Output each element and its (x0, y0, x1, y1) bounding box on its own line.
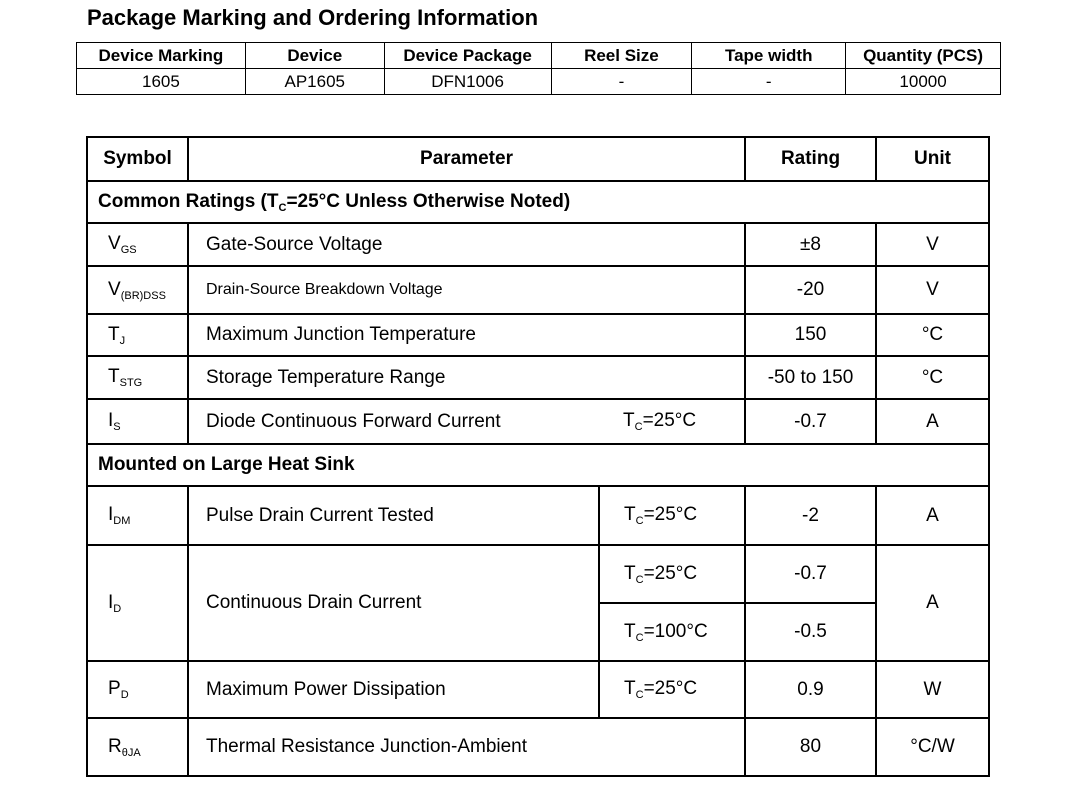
ordering-header-row (77, 43, 1001, 69)
section-prefix: Common Ratings (T (98, 190, 279, 212)
rating-cell: -0.7 (745, 399, 876, 444)
parameter-cell: Thermal Resistance Junction-Ambient (188, 718, 745, 776)
symbol-cell (87, 266, 188, 314)
symbol-main: I (108, 591, 114, 613)
condition-value: =25°C (643, 562, 698, 584)
table-row (87, 486, 989, 545)
rating-cell: -0.7 (745, 545, 876, 603)
symbol-main: I (108, 410, 114, 431)
symbol-sub: GS (120, 244, 137, 256)
symbol-sub: S (113, 421, 121, 433)
parameter-cell: Storage Temperature Range (188, 356, 745, 399)
header-rating: Rating (745, 137, 876, 181)
ratings-table (86, 136, 990, 777)
condition-sub: C (635, 573, 644, 586)
symbol-sub: D (120, 689, 129, 701)
symbol-cell (87, 314, 188, 356)
rating-cell: 0.9 (745, 661, 876, 718)
ordering-table (76, 42, 1001, 95)
ordering-title: Package Marking and Ordering Information (87, 5, 539, 30)
table-row (87, 545, 989, 603)
section-suffix: =25°C Unless Otherwise Noted) (286, 190, 571, 212)
condition-cell (599, 486, 745, 545)
unit-cell: V (876, 223, 989, 266)
unit-cell: °C/W (876, 718, 989, 776)
symbol-main: T (108, 366, 120, 387)
cell-device-marking: 1605 (77, 69, 246, 95)
condition-sub: C (635, 631, 644, 644)
rating-cell: -2 (745, 486, 876, 545)
condition-symbol: T (624, 562, 636, 584)
ratings-header-row (87, 137, 989, 181)
header-unit: Unit (876, 137, 989, 181)
condition-symbol: T (624, 678, 636, 699)
unit-cell: A (876, 545, 989, 661)
rating-cell: -50 to 150 (745, 356, 876, 399)
parameter-cell: Pulse Drain Current Tested (188, 486, 599, 545)
section-label: Mounted on Large Heat Sink (87, 444, 989, 486)
table-row (87, 718, 989, 776)
rating-cell: 80 (745, 718, 876, 776)
parameter-cell: Diode Continuous Forward Current (188, 399, 599, 444)
condition-cell (599, 545, 745, 603)
cell-quantity: 10000 (846, 69, 1001, 95)
unit-cell: °C (876, 356, 989, 399)
symbol-sub: DM (113, 515, 131, 527)
condition-symbol: T (624, 504, 636, 525)
ordering-data-row (77, 69, 1001, 95)
condition-sub: C (635, 689, 644, 701)
condition-value: =25°C (643, 678, 698, 699)
table-row (87, 661, 989, 718)
header-parameter: Parameter (188, 137, 745, 181)
table-row (87, 223, 989, 266)
condition-cell (599, 661, 745, 718)
parameter-cell: Drain-Source Breakdown Voltage (188, 266, 745, 314)
symbol-main: V (108, 233, 121, 254)
cell-reel-size: - (551, 69, 692, 95)
unit-cell: A (876, 399, 989, 444)
header-device-package: Device Package (384, 43, 551, 69)
symbol-cell (87, 661, 188, 718)
table-row (87, 356, 989, 399)
symbol-sub: STG (119, 377, 143, 389)
symbol-cell (87, 223, 188, 266)
symbol-sub: θJA (121, 746, 141, 759)
symbol-sub: (BR)DSS (120, 289, 166, 302)
cell-device: AP1605 (245, 69, 384, 95)
unit-cell: °C (876, 314, 989, 356)
symbol-sub: J (119, 334, 126, 347)
symbol-main: P (108, 678, 121, 699)
parameter-cell: Maximum Power Dissipation (188, 661, 599, 718)
section-heat-sink (87, 444, 989, 486)
condition-value: =25°C (643, 504, 698, 525)
symbol-sub: D (113, 602, 122, 615)
symbol-main: T (108, 323, 120, 345)
rating-cell: 150 (745, 314, 876, 356)
symbol-main: R (108, 735, 122, 757)
condition-cell (599, 603, 745, 661)
header-device: Device (245, 43, 384, 69)
table-row (87, 314, 989, 356)
rating-cell: -20 (745, 266, 876, 314)
table-row (87, 399, 989, 444)
parameter-cell: Maximum Junction Temperature (188, 314, 745, 356)
rating-cell: -0.5 (745, 603, 876, 661)
header-device-marking: Device Marking (77, 43, 246, 69)
symbol-cell (87, 545, 188, 661)
unit-cell: W (876, 661, 989, 718)
parameter-cell: Gate-Source Voltage (188, 223, 745, 266)
condition-symbol: T (623, 410, 635, 431)
symbol-main: I (108, 504, 114, 525)
header-symbol: Symbol (87, 137, 188, 181)
table-row (87, 266, 989, 314)
cell-device-package: DFN1006 (384, 69, 551, 95)
unit-cell: V (876, 266, 989, 314)
section-sub: C (278, 201, 287, 214)
header-reel-size: Reel Size (551, 43, 692, 69)
header-tape-width: Tape width (692, 43, 846, 69)
section-label (87, 181, 989, 223)
parameter-cell: Continuous Drain Current (188, 545, 599, 661)
condition-value: =25°C (642, 410, 697, 431)
symbol-cell (87, 399, 188, 444)
condition-value: =100°C (643, 620, 708, 642)
symbol-cell (87, 356, 188, 399)
rating-cell: ±8 (745, 223, 876, 266)
condition-cell (599, 399, 745, 444)
condition-sub: C (634, 421, 643, 433)
symbol-cell (87, 718, 188, 776)
cell-tape-width: - (692, 69, 846, 95)
header-quantity: Quantity (PCS) (846, 43, 1001, 69)
symbol-cell (87, 486, 188, 545)
unit-cell: A (876, 486, 989, 545)
symbol-main: V (108, 278, 121, 300)
condition-sub: C (635, 515, 644, 527)
section-common-ratings (87, 181, 989, 223)
condition-symbol: T (624, 620, 636, 642)
